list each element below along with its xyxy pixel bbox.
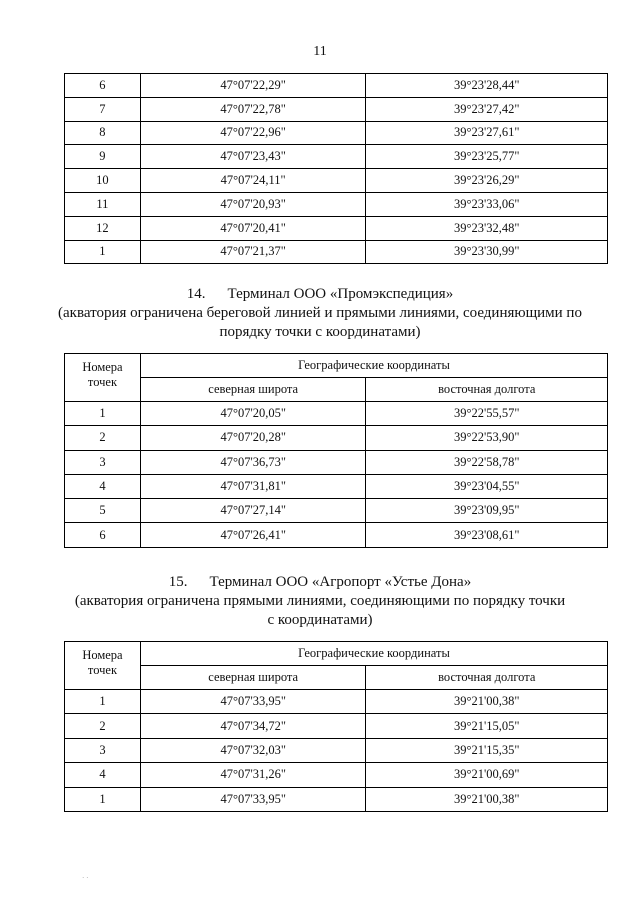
table-row [65, 763, 608, 787]
latitude-cell: 47°07'27,14" [140, 499, 366, 523]
header-longitude: восточная долгота [366, 666, 608, 690]
point-number-cell: 7 [65, 97, 141, 121]
point-number-cell: 4 [65, 763, 141, 787]
table-row [65, 738, 608, 762]
longitude-cell: 39°23'08,61" [366, 523, 608, 547]
latitude-cell: 47°07'26,41" [140, 523, 366, 547]
longitude-cell: 39°22'53,90" [366, 426, 608, 450]
latitude-cell: 47°07'33,95" [140, 787, 366, 811]
point-number-cell: 1 [65, 787, 141, 811]
coordinates-table-15 [64, 641, 608, 812]
section-15-heading [40, 573, 600, 630]
latitude-cell: 47°07'34,72" [140, 714, 366, 738]
point-number-cell: 1 [65, 240, 141, 264]
longitude-cell: 39°23'33,06" [366, 192, 608, 216]
table-row [65, 216, 608, 240]
latitude-cell: 47°07'32,03" [140, 738, 366, 762]
table-row [65, 474, 608, 498]
table-row [65, 97, 608, 121]
table-row [65, 121, 608, 145]
longitude-cell: 39°23'32,48" [366, 216, 608, 240]
point-number-cell: 10 [65, 169, 141, 193]
latitude-cell: 47°07'33,95" [140, 690, 366, 714]
point-number-cell: 1 [65, 690, 141, 714]
point-number-cell: 2 [65, 426, 141, 450]
header-longitude: восточная долгота [366, 378, 608, 402]
section-14-heading [40, 285, 600, 342]
latitude-cell: 47°07'20,05" [140, 402, 366, 426]
header-latitude: северная широта [140, 378, 366, 402]
longitude-cell: 39°23'27,61" [366, 121, 608, 145]
latitude-cell: 47°07'31,81" [140, 474, 366, 498]
section-15-number: 15. [168, 574, 188, 590]
table-row [65, 145, 608, 169]
section-15-subtitle-line-2: с координатами) [267, 612, 373, 628]
table-row [65, 523, 608, 547]
latitude-cell: 47°07'22,96" [140, 121, 366, 145]
point-number-cell: 2 [65, 714, 141, 738]
point-number-cell: 12 [65, 216, 141, 240]
section-14-subtitle-line-1: (акватория ограничена береговой линией и прямыми линиями, соединяющими по [58, 305, 582, 321]
table-row [65, 450, 608, 474]
header-points [65, 354, 141, 402]
table-row [65, 499, 608, 523]
table-row [65, 192, 608, 216]
point-number-cell: 8 [65, 121, 141, 145]
point-number-cell: 6 [65, 523, 141, 547]
header-geo: Географические координаты [140, 642, 607, 666]
header-points-label: Номера точек [82, 648, 123, 677]
header-points-label: Номера точек [82, 360, 123, 389]
longitude-cell: 39°23'25,77" [366, 145, 608, 169]
header-geo: Географические координаты [140, 354, 607, 378]
longitude-cell: 39°23'28,44" [366, 74, 608, 98]
table-row [65, 426, 608, 450]
coordinates-table-14 [64, 353, 608, 548]
table-row [65, 169, 608, 193]
longitude-cell: 39°21'15,05" [366, 714, 608, 738]
longitude-cell: 39°23'26,29" [366, 169, 608, 193]
point-number-cell: 1 [65, 402, 141, 426]
point-number-cell: 11 [65, 192, 141, 216]
header-points [65, 642, 141, 690]
latitude-cell: 47°07'22,29" [140, 74, 366, 98]
table-body [65, 74, 608, 264]
latitude-cell: 47°07'23,43" [140, 145, 366, 169]
table-row [65, 402, 608, 426]
table-row [65, 714, 608, 738]
longitude-cell: 39°21'00,69" [366, 763, 608, 787]
latitude-cell: 47°07'31,26" [140, 763, 366, 787]
section-14-number: 14. [186, 286, 206, 302]
table-row [65, 240, 608, 264]
longitude-cell: 39°23'30,99" [366, 240, 608, 264]
longitude-cell: 39°21'15,35" [366, 738, 608, 762]
longitude-cell: 39°23'27,42" [366, 97, 608, 121]
point-number-cell: 9 [65, 145, 141, 169]
point-number-cell: 4 [65, 474, 141, 498]
longitude-cell: 39°23'04,55" [366, 474, 608, 498]
latitude-cell: 47°07'20,93" [140, 192, 366, 216]
coordinates-table-continued [64, 73, 608, 264]
latitude-cell: 47°07'21,37" [140, 240, 366, 264]
section-14-subtitle-line-2: порядку точки с координатами) [219, 324, 421, 340]
table-row [65, 690, 608, 714]
table-body [65, 402, 608, 548]
latitude-cell: 47°07'20,28" [140, 426, 366, 450]
page-number: 11 [313, 44, 327, 59]
longitude-cell: 39°22'55,57" [366, 402, 608, 426]
table-body [65, 690, 608, 812]
longitude-cell: 39°21'00,38" [366, 690, 608, 714]
section-15-title: Терминал ООО «Агропорт «Устье Дона» [209, 574, 472, 590]
latitude-cell: 47°07'24,11" [140, 169, 366, 193]
longitude-cell: 39°21'00,38" [366, 787, 608, 811]
latitude-cell: 47°07'22,78" [140, 97, 366, 121]
footer-mark: · · [82, 874, 89, 882]
point-number-cell: 5 [65, 499, 141, 523]
table-row [65, 787, 608, 811]
section-15-subtitle-line-1: (акватория ограничена прямыми линиями, соединяющими по порядку точки [74, 593, 566, 609]
point-number-cell: 3 [65, 738, 141, 762]
point-number-cell: 3 [65, 450, 141, 474]
longitude-cell: 39°22'58,78" [366, 450, 608, 474]
latitude-cell: 47°07'36,73" [140, 450, 366, 474]
latitude-cell: 47°07'20,41" [140, 216, 366, 240]
longitude-cell: 39°23'09,95" [366, 499, 608, 523]
header-latitude: северная широта [140, 666, 366, 690]
point-number-cell: 6 [65, 74, 141, 98]
table-row [65, 74, 608, 98]
section-14-title: Терминал ООО «Промэкспедиция» [227, 286, 454, 302]
